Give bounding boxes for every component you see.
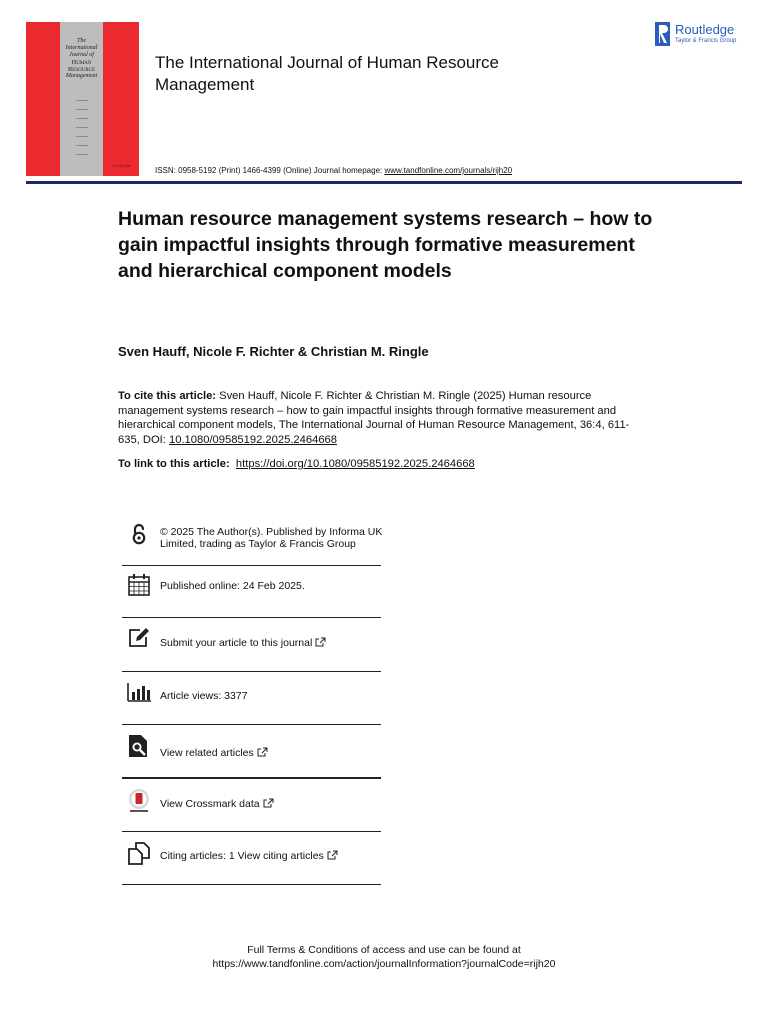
journal-cover-image (26, 22, 139, 176)
related-articles-row[interactable] (122, 725, 381, 779)
related-articles-link[interactable] (160, 747, 268, 759)
journal-title: The International Journal of Human Resource Management (155, 53, 499, 94)
published-date: Published online: 24 Feb 2025. (160, 580, 305, 592)
related-articles-label: View related articles (160, 747, 254, 759)
citing-articles-row[interactable] (122, 832, 381, 885)
cover-title-line: Journal of (69, 52, 94, 58)
external-link-icon (263, 798, 274, 808)
article-link-line (118, 458, 475, 470)
edit-icon (126, 625, 152, 651)
routledge-logo-icon (655, 22, 670, 46)
citation-label: To cite this article: (118, 390, 217, 402)
cover-publisher-mark: Routledge (112, 163, 131, 168)
article-views-row (122, 672, 381, 725)
terms-text: Full Terms & Conditions of access and use can be found at (247, 944, 521, 956)
journal-homepage-link[interactable]: www.tandfonline.com/journals/rijh20 (384, 166, 513, 175)
published-row (122, 566, 381, 618)
license-text: © 2025 The Author(s). Published by Informa UK Limited, trading as Taylor & Francis Group (160, 526, 383, 550)
submit-article-link[interactable] (160, 637, 326, 649)
cover-title-line: The (77, 38, 86, 44)
external-link-icon (257, 747, 268, 757)
citation-doi-link[interactable]: 10.1080/09585192.2025.2464668 (169, 433, 337, 446)
external-link-icon (327, 850, 338, 860)
terms-footer (0, 943, 768, 971)
publisher-subtitle: Taylor & Francis Group (675, 38, 737, 44)
link-label: To link to this article: (118, 458, 230, 470)
cover-title-line: Human (71, 59, 92, 66)
terms-url[interactable]: https://www.tandfonline.com/action/journalInformation?journalCode=rijh20 (212, 958, 556, 970)
issn-line (155, 166, 512, 175)
article-authors: Sven Hauff, Nicole F. Richter & Christian M. Ringle (118, 344, 429, 359)
crossmark-row[interactable] (122, 779, 381, 832)
citing-articles-link[interactable] (160, 850, 338, 862)
citing-articles-icon (126, 840, 152, 866)
issn-text: ISSN: 0958-5192 (Print) 1466-4399 (Online) Journal homepage: (155, 166, 385, 175)
open-access-icon (126, 522, 152, 548)
license-row (122, 515, 381, 566)
related-articles-icon (126, 733, 152, 759)
crossmark-icon (126, 788, 152, 814)
article-title: Human resource management systems research – how to gain impactful insights through formative measurement and hierarchical component models (118, 208, 653, 282)
article-views: Article views: 3377 (160, 690, 248, 702)
calendar-icon (126, 572, 152, 598)
citing-articles-label: Citing articles: 1 View citing articles (160, 850, 324, 862)
article-doi-link[interactable]: https://doi.org/10.1080/09585192.2025.2464668 (235, 458, 475, 470)
cover-title-line: International (65, 45, 98, 51)
citation-block (118, 389, 648, 447)
crossmark-link[interactable] (160, 798, 274, 810)
article-info-panel (122, 515, 381, 885)
submit-article-row[interactable] (122, 618, 381, 672)
external-link-icon (315, 637, 326, 647)
publisher-name: Routledge (675, 22, 735, 37)
header-divider (26, 181, 742, 184)
cover-title-line: Management (65, 73, 98, 79)
cover-title (60, 38, 103, 80)
cover-title-line: Resource (67, 66, 96, 73)
citation-text: Sven Hauff, Nicole F. Richter & Christian M. Ringle (2025) Human resource management systems research – how to gain impactful insights through formative measurement and hierarchical component models, The International Journal of Human Resource Management, 36:4, 611-635, DOI: (118, 390, 630, 446)
cover-decoration (66, 100, 97, 163)
bar-chart-icon (126, 679, 152, 705)
submit-article-label: Submit your article to this journal (160, 637, 313, 649)
crossmark-label: View Crossmark data (160, 798, 260, 810)
